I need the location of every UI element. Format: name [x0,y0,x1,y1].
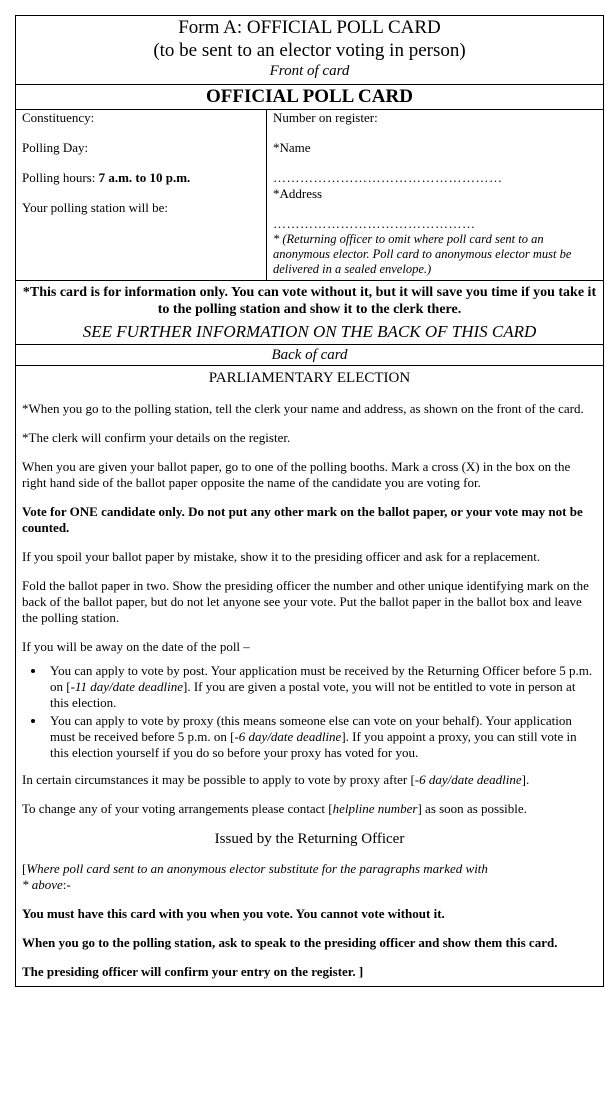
proxy-after-deadline: In certain circumstances it may be possible to apply to vote by proxy after [-6 day/date deadline]. [22,772,530,787]
proxy-vote-item: • You can apply to vote by proxy (this means someone else can vote on your behalf). Your application must be received before 5 p.m. on [-6 day/date deadline]. If you appoint a proxy, you can still vote in this election yourself if you do so before your proxy has voted for you. [46,713,597,761]
form-title-line2: (to be sent to an elector voting in person) [153,40,466,61]
form-title-line1: Form A: OFFICIAL POLL CARD [178,17,441,38]
register-number-label: Number on register: [273,110,378,125]
polling-hours-label: Polling hours: [22,170,99,185]
information-notice: *This card is for information only. You can vote without it, but it will save you time if you take it to the polling station and show it to the clerk there. [22,285,597,317]
away-on-poll-date: If you will be away on the date of the poll – [22,639,250,654]
constituency-label: Constituency: [22,110,95,125]
front-of-card-label: Front of card [269,63,350,79]
election-title: PARLIAMENTARY ELECTION [208,370,411,386]
polling-day-label: Polling Day: [22,140,89,155]
poll-card-form [15,15,604,987]
anonymous-elector-note: * (Returning officer to omit where poll card sent to an anonymous elector. Poll card to anonymous elector must be delivered in a sealed envelope.) [273,232,572,276]
name-label: *Name [273,140,311,155]
instruction-clerk-confirm: *The clerk will confirm your details on the register. [22,430,291,445]
instruction-vote-one: Vote for ONE candidate only. Do not put any other mark on the ballot paper, or your vote may not be counted. [22,504,583,535]
anonymous-ask-presiding-officer: When you go to the polling station, ask to speak to the presiding officer and show them this card. [22,935,558,950]
instruction-spoiled-paper: If you spoil your ballot paper by mistake, show it to the presiding officer and ask for a replacement. [22,549,541,564]
polling-hours-value: 7 a.m. to 10 p.m. [98,170,191,185]
away-options-list [22,663,597,761]
back-of-card-content [16,366,603,980]
change-arrangements: To change any of your voting arrangements please contact [helpline number] as soon as possible. [22,801,527,816]
anonymous-confirm-entry: The presiding officer will confirm your entry on the register. ] [22,964,364,979]
card-heading: OFFICIAL POLL CARD [16,85,603,110]
form-header [16,16,603,85]
address-dotted-line: ……………………………………… [273,216,476,231]
instruction-name-address: *When you go to the polling station, tell the clerk your name and address, as shown on the front of the card. [22,401,584,416]
details-right-column [267,110,603,280]
postal-vote-item: • You can apply to vote by post. Your application must be received by the Returning Officer before 5 p.m. on [-11 day/date deadline]. If you are given a postal vote, you will not be entitled to vote in person at this election. [46,663,597,711]
back-of-card-label: Back of card [16,345,603,366]
anonymous-elector-instruction: [Where poll card sent to an anonymous elector substitute for the paragraphs marked with * above:- [22,861,488,892]
instruction-fold-paper: Fold the ballot paper in two. Show the presiding officer the number and other unique identifying mark on the back of the ballot paper, but do not let anyone see your vote. Put the ballot paper in the ballot box and leave the polling station. [22,578,589,625]
instruction-mark-cross: When you are given your ballot paper, go to one of the polling booths. Mark a cross (X) in the box on the right hand side of the ballot paper opposite the name of the candidate you are voting for. [22,459,571,490]
polling-hours [22,170,260,186]
address-label: *Address [273,186,323,201]
polling-station-label: Your polling station will be: [22,200,169,215]
card-details [16,110,603,281]
issued-by-returning-officer: Issued by the Returning Officer [214,831,405,847]
anonymous-must-have-card: You must have this card with you when you vote. You cannot vote without it. [22,906,445,921]
details-left-column [16,110,267,280]
name-dotted-line: …………………………………………… [273,170,503,185]
further-information-line: SEE FURTHER INFORMATION ON THE BACK OF THIS CARD [16,322,603,345]
